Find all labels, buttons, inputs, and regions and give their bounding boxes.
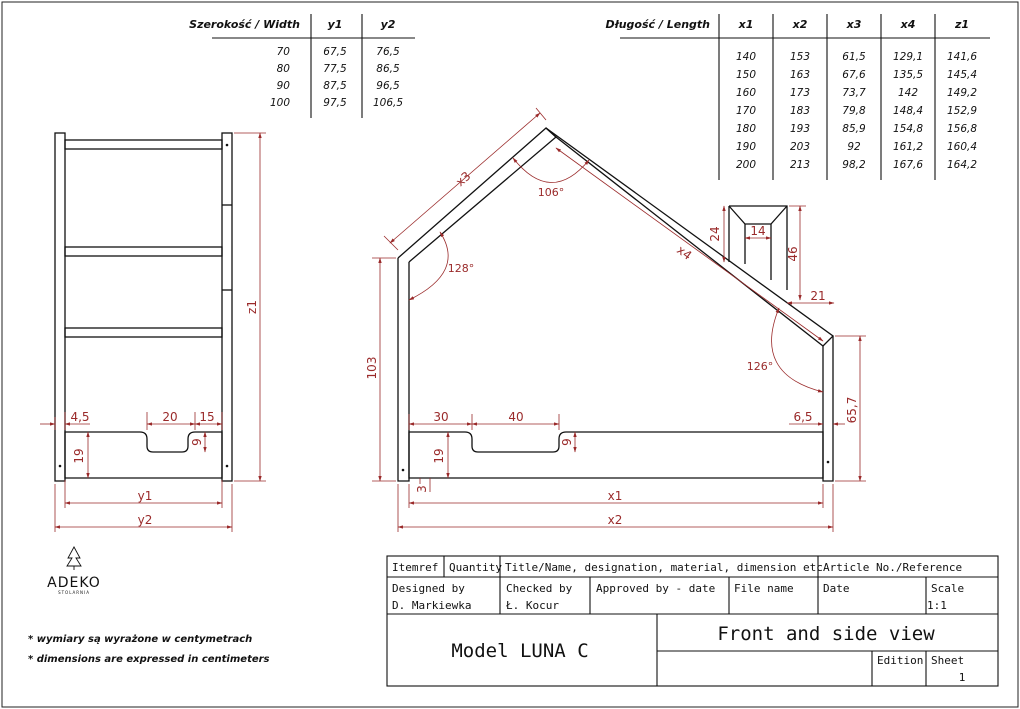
- length-table-header-x1: x1: [738, 18, 754, 31]
- length-table-header-size: Długość / Length: [605, 18, 710, 31]
- length-table-cell: 154,8: [892, 123, 924, 135]
- tb-sheet-value: 1: [958, 671, 966, 684]
- front-dim-x2: x2: [607, 513, 623, 527]
- side-dim-z1: z1: [245, 300, 259, 314]
- front-dim-46: 46: [786, 246, 800, 262]
- tb-designed-by-label: Designed by: [392, 582, 465, 595]
- logo-name: ADEKO: [47, 575, 101, 591]
- angle-right: 126°: [746, 360, 774, 373]
- side-dim-19: 19: [72, 448, 86, 464]
- tb-designed-by: D. Markiewka: [392, 599, 472, 612]
- width-table-cell: 77,5: [323, 63, 347, 75]
- length-table-cell: 203: [789, 141, 811, 153]
- side-dim-y2: y2: [137, 513, 153, 527]
- side-dim-9: 9: [190, 438, 204, 446]
- width-table-cell: 106,5: [372, 97, 404, 109]
- tree-icon: [67, 547, 81, 566]
- length-table-cell: 160,4: [946, 141, 978, 153]
- tb-scale-value: 1:1: [927, 599, 947, 612]
- width-table-header-size: Szerokość / Width: [189, 18, 300, 31]
- length-table-cell: 148,4: [892, 105, 924, 117]
- width-table-cell: 67,5: [323, 46, 347, 58]
- angle-top: 106°: [537, 186, 565, 199]
- length-table-cell: 150: [735, 69, 757, 81]
- length-table-cell: 193: [789, 123, 811, 135]
- front-dim-6-5: 6,5: [793, 410, 813, 424]
- length-table-cell: 152,9: [946, 105, 978, 117]
- length-table-cell: 161,2: [892, 141, 924, 153]
- tb-date-label: Date: [823, 582, 850, 595]
- length-table-cell: 142: [897, 87, 919, 99]
- tb-file-label: File name: [734, 582, 794, 595]
- length-table-cell: 79,8: [842, 105, 866, 117]
- front-dim-x1: x1: [607, 489, 623, 503]
- length-table-cell: 85,9: [842, 123, 866, 135]
- front-dim-24: 24: [708, 226, 722, 242]
- length-table-cell: 141,6: [946, 51, 978, 63]
- length-table-cell: 73,7: [842, 87, 866, 99]
- front-dim-x3: x3: [453, 168, 474, 190]
- width-table-cell: 80: [276, 63, 290, 75]
- front-dim-3: 3: [415, 485, 429, 493]
- tb-sheet-label: Sheet: [931, 654, 965, 667]
- note-english: * dimensions are expressed in centimeters: [28, 654, 270, 665]
- width-table: [189, 14, 415, 118]
- length-table-cell: 213: [789, 159, 811, 171]
- width-table-cell: 86,5: [376, 63, 400, 75]
- width-table-cell: 96,5: [376, 80, 400, 92]
- side-dim-20: 20: [162, 410, 178, 424]
- length-table-cell: 129,1: [892, 51, 924, 63]
- width-table-cell: 87,5: [323, 80, 347, 92]
- side-dim-15: 15: [199, 410, 215, 424]
- length-table-cell: 135,5: [892, 69, 924, 81]
- tb-view: Front and side view: [717, 623, 935, 645]
- logo-sub: STOLARNIA: [58, 590, 90, 595]
- tb-approved-label: Approved by - date: [596, 582, 716, 595]
- length-table: [605, 14, 990, 180]
- width-table-cell: 100: [269, 97, 290, 109]
- front-dim-x4: x4: [674, 242, 695, 263]
- length-table-cell: 164,2: [946, 159, 978, 171]
- length-table-cell: 160: [735, 87, 757, 99]
- tb-article-header: Article No./Reference: [823, 561, 963, 574]
- width-table-cell: 76,5: [376, 46, 400, 58]
- adeko-logo: [47, 547, 101, 595]
- front-dim-14: 14: [750, 224, 766, 238]
- length-table-cell: 140: [735, 51, 757, 63]
- length-table-cell: 67,6: [842, 69, 866, 81]
- front-dim-19: 19: [432, 448, 446, 464]
- tb-checked-by-label: Checked by: [506, 582, 573, 595]
- side-dim-4-5: 4,5: [70, 410, 90, 424]
- length-table-cell: 156,8: [946, 123, 978, 135]
- width-table-cell: 70: [276, 46, 290, 58]
- tb-checked-by: Ł. Kocur: [506, 599, 559, 612]
- tb-model: Model LUNA C: [451, 640, 589, 662]
- length-table-cell: 145,4: [946, 69, 978, 81]
- side-view: [40, 133, 266, 532]
- tb-title-header: Title/Name, designation, material, dimension etc: [505, 561, 823, 574]
- front-view: [365, 108, 866, 532]
- length-table-header-z1: z1: [954, 18, 970, 31]
- width-table-cell: 90: [276, 80, 290, 92]
- length-table-cell: 173: [789, 87, 811, 99]
- title-block: [387, 556, 998, 686]
- tb-itemref: Itemref: [392, 561, 439, 574]
- length-table-cell: 149,2: [946, 87, 978, 99]
- length-table-cell: 167,6: [892, 159, 924, 171]
- length-table-header-x3: x3: [846, 18, 862, 31]
- note-polish: * wymiary są wyrażone w centymetrach: [28, 634, 253, 645]
- length-table-cell: 180: [735, 123, 757, 135]
- front-dim-103: 103: [365, 356, 379, 380]
- length-table-cell: 183: [789, 105, 811, 117]
- front-dim-40: 40: [508, 410, 524, 424]
- tb-edition-label: Edition: [877, 654, 924, 667]
- tb-scale-label: Scale: [931, 582, 965, 595]
- width-table-header-y1: y1: [327, 18, 343, 31]
- length-table-cell: 190: [735, 141, 757, 153]
- tb-quantity: Quantity: [449, 561, 502, 574]
- length-table-cell: 170: [735, 105, 757, 117]
- length-table-cell: 200: [735, 159, 757, 171]
- length-table-cell: 163: [789, 69, 811, 81]
- width-table-cell: 97,5: [323, 97, 347, 109]
- length-table-header-x2: x2: [792, 18, 808, 31]
- length-table-cell: 61,5: [842, 51, 866, 63]
- front-dim-9: 9: [560, 438, 574, 446]
- length-table-cell: 153: [789, 51, 811, 63]
- side-dim-y1: y1: [137, 489, 153, 503]
- front-dim-65-7: 65,7: [845, 396, 859, 424]
- angle-left: 128°: [447, 262, 475, 275]
- width-table-header-y2: y2: [380, 18, 396, 31]
- front-dim-21: 21: [810, 289, 826, 303]
- front-dim-30: 30: [433, 410, 449, 424]
- length-table-cell: 92: [847, 141, 861, 153]
- length-table-header-x4: x4: [900, 18, 916, 31]
- length-table-cell: 98,2: [842, 159, 866, 171]
